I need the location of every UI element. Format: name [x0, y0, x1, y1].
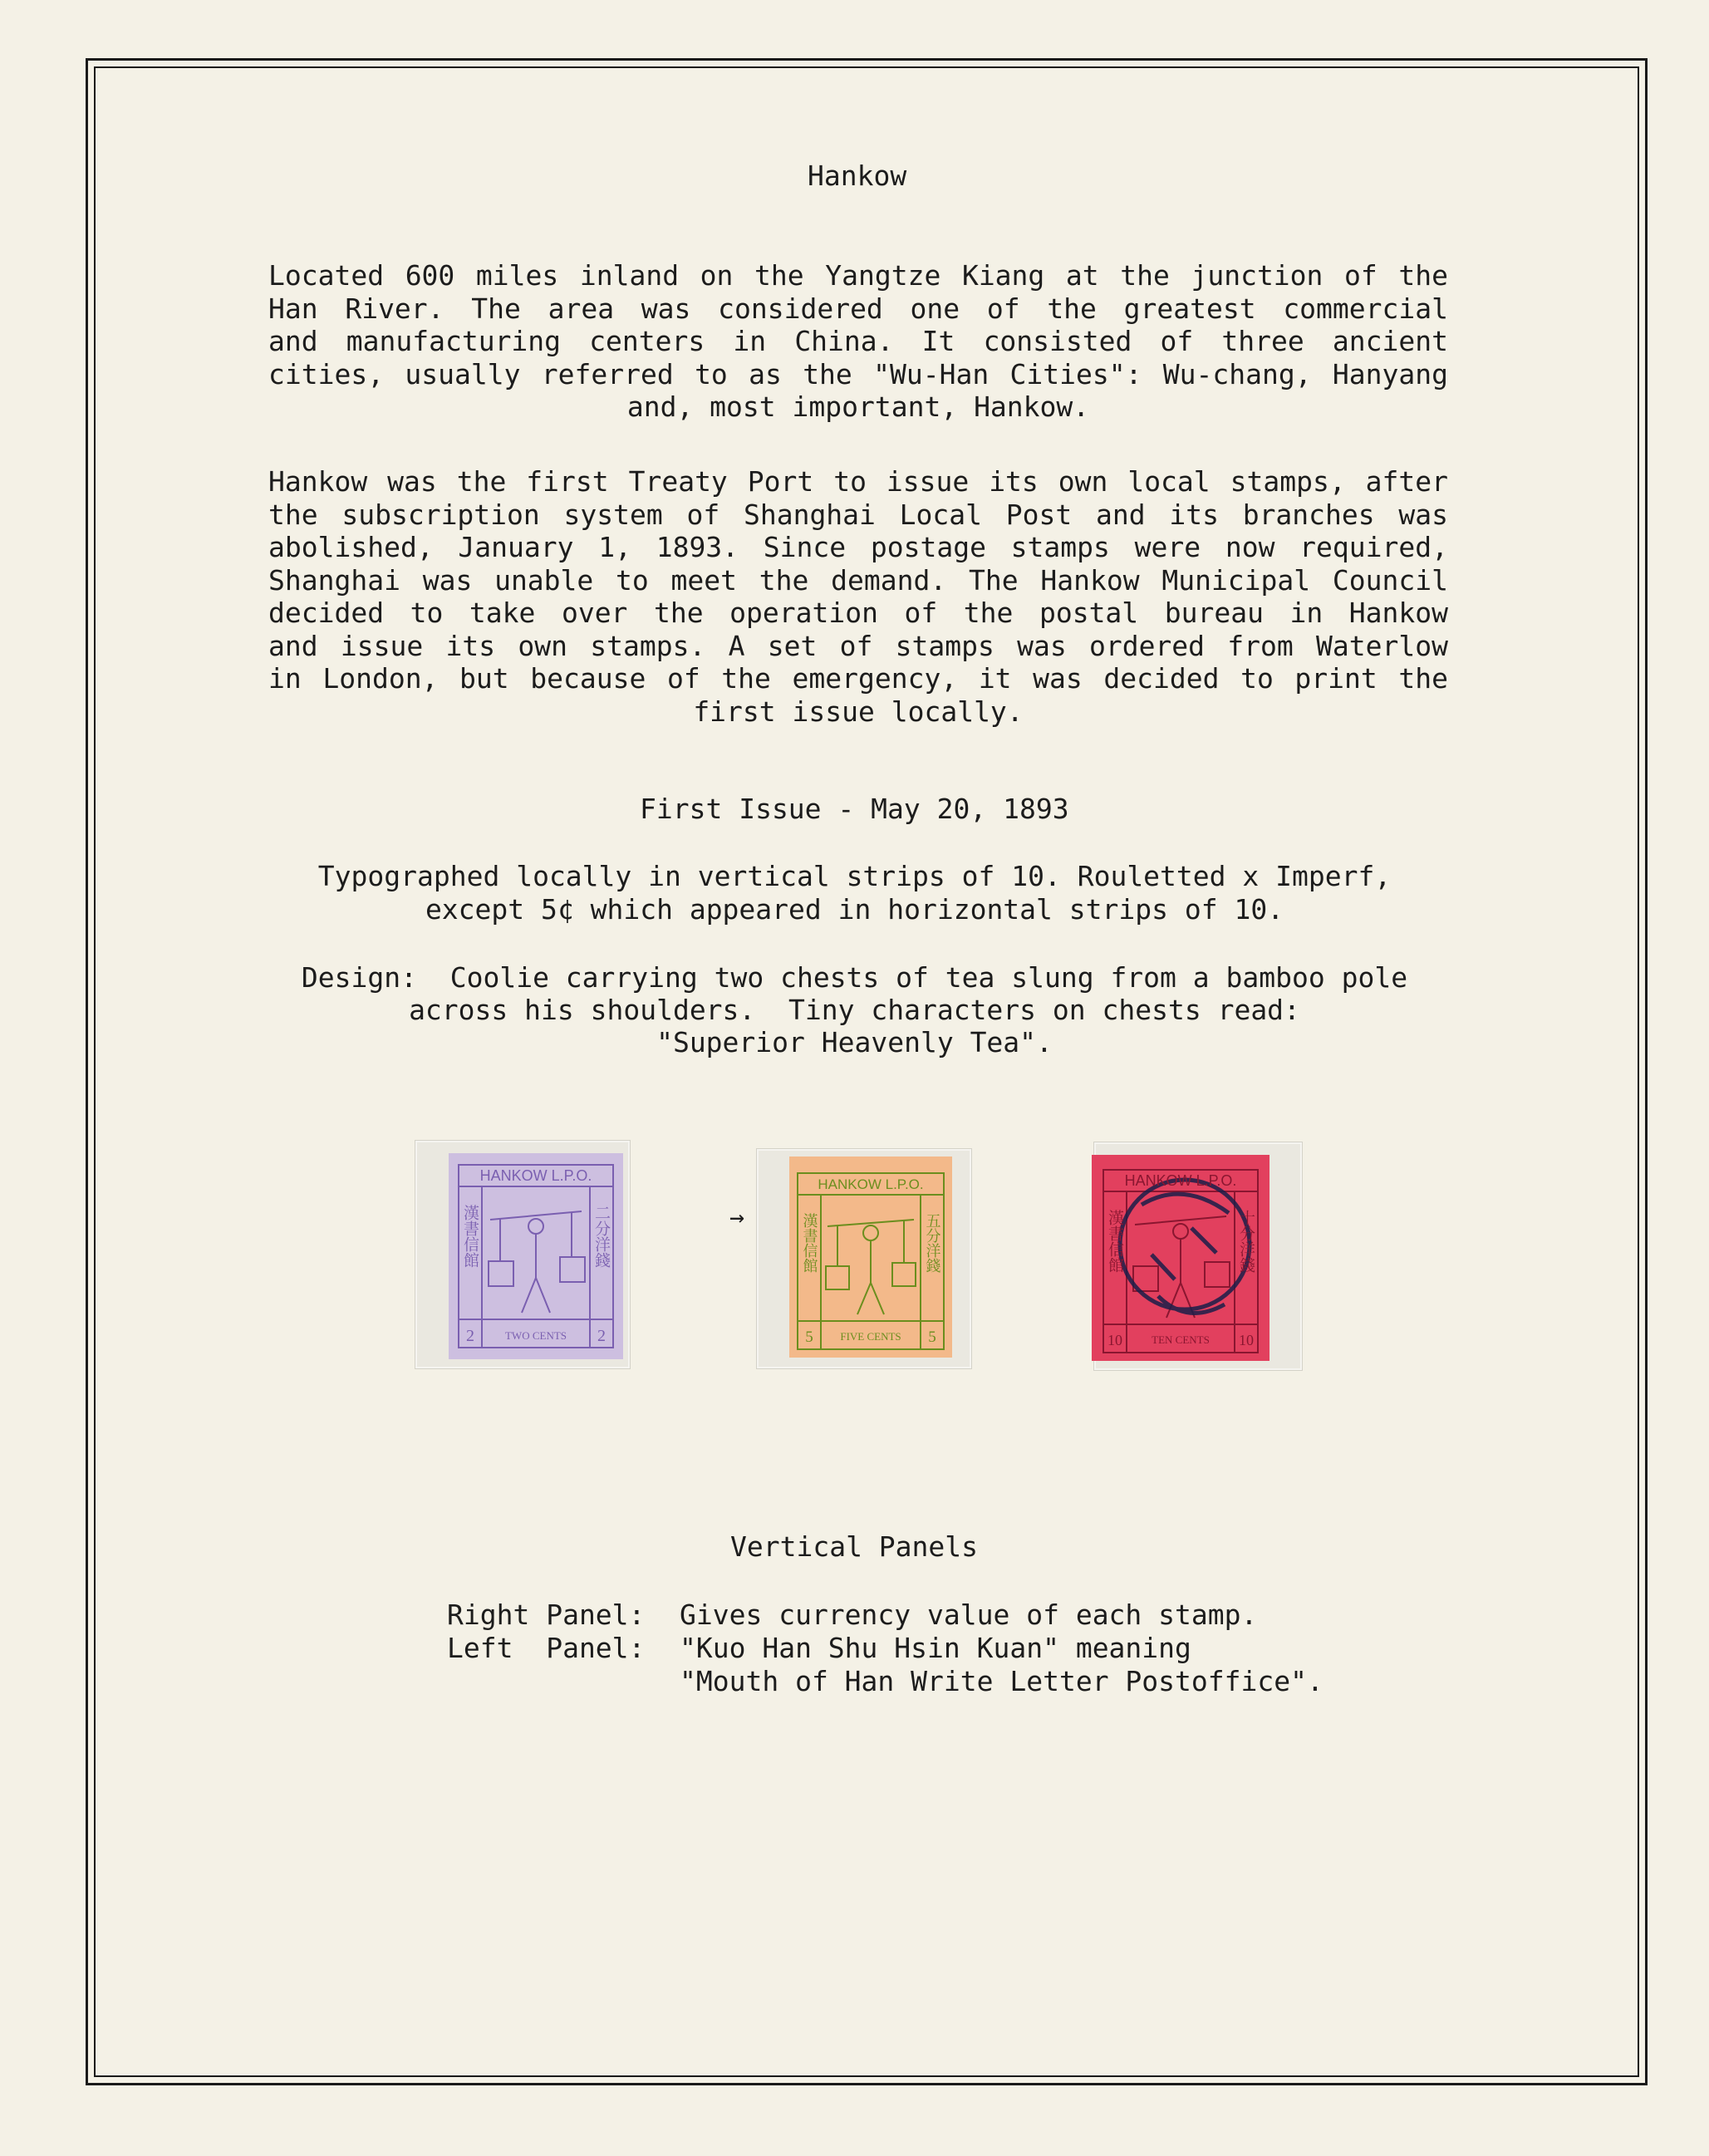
stamp-right-chars: 二分洋錢: [592, 1205, 611, 1268]
history-line: Hankow was the first Treaty Port to issue its own local stamps, after: [268, 465, 1448, 498]
intro-line: and manufacturing centers in China. It consisted of three ancient: [268, 325, 1448, 357]
intro-line: Han River. The area was considered one of the greatest commercial: [268, 292, 1448, 325]
stamp-numeral: 2: [597, 1327, 606, 1345]
history-paragraph: [268, 465, 1448, 728]
stamp-10-cents: [1092, 1155, 1269, 1361]
stamp-numeral: 2: [466, 1327, 474, 1345]
history-line: decided to take over the operation of the postal bureau in Hankow: [268, 597, 1448, 629]
stamp-left-chars: 漢書信館: [461, 1205, 479, 1268]
page-title: Hankow: [808, 160, 907, 192]
stamp-2-cents: [449, 1153, 623, 1359]
history-line: the subscription system of Shanghai Local Post and its branches was: [268, 498, 1448, 531]
stamp-numeral: 5: [805, 1328, 813, 1346]
stamp-5-cents: [789, 1157, 952, 1358]
history-line: and issue its own stamps. A set of stamps was ordered from Waterlow: [268, 629, 1448, 662]
stamp-numeral: 10: [1239, 1332, 1254, 1348]
design-line: Design: Coolie carrying two chests of tea slung from a bamboo pole: [301, 961, 1408, 994]
stamp-value-text: TWO CENTS: [504, 1329, 567, 1342]
stamp-header-text: HANKOW L.P.O.: [1124, 1172, 1237, 1189]
right-panel-text: Gives currency value of each stamp.: [680, 1599, 1258, 1631]
stamp-header-text: HANKOW L.P.O.: [818, 1176, 924, 1192]
left-panel-text: "Mouth of Han Write Letter Postoffice".: [680, 1665, 1323, 1697]
history-line: in London, but because of the emergency, it was decided to print the: [268, 662, 1448, 695]
stamp-left-chars: 漢書信館: [800, 1213, 818, 1273]
history-line: abolished, January 1, 1893. Since postage stamps were now required,: [268, 531, 1448, 563]
intro-paragraph: [268, 259, 1448, 424]
stamp-right-chars: 五分洋錢: [923, 1213, 941, 1273]
stamp-right-chars: 十分洋錢: [1237, 1210, 1255, 1273]
right-panel-label: Right Panel:: [447, 1599, 646, 1631]
stamp-value-text: TEN CENTS: [1152, 1333, 1210, 1346]
stamp-value-text: FIVE CENTS: [840, 1330, 901, 1343]
left-panel-label: Left Panel:: [447, 1632, 646, 1664]
printing-line: Typographed locally in vertical strips of 10. Rouletted x Imperf,: [317, 860, 1392, 892]
intro-line: and, most important, Hankow.: [626, 390, 1090, 423]
arrow-icon: →: [729, 1203, 745, 1232]
stamp-numeral: 10: [1107, 1332, 1122, 1348]
history-line: Shanghai was unable to meet the demand. The Hankow Municipal Council: [268, 563, 1448, 597]
left-panel-text: "Kuo Han Shu Hsin Kuan" meaning: [680, 1632, 1191, 1664]
stamp-numeral: 5: [928, 1328, 936, 1346]
stamp-header-text: HANKOW L.P.O.: [479, 1167, 592, 1184]
stamp-left-chars: 漢書信館: [1106, 1210, 1124, 1273]
design-line: "Superior Heavenly Tea".: [656, 1026, 1053, 1058]
intro-line: Located 600 miles inland on the Yangtze Kiang at the junction of the: [268, 259, 1448, 292]
intro-line: cities, usually referred to as the "Wu-Han Cities": Wu-chang, Hanyang: [268, 357, 1448, 390]
panels-title: Vertical Panels: [730, 1530, 979, 1563]
printing-line: except 5¢ which appeared in horizontal strips of 10.: [425, 893, 1284, 926]
history-line: first issue locally.: [693, 695, 1024, 728]
design-line: across his shoulders. Tiny characters on chests read:: [409, 994, 1300, 1026]
issue-title: First Issue - May 20, 1893: [640, 793, 1069, 825]
